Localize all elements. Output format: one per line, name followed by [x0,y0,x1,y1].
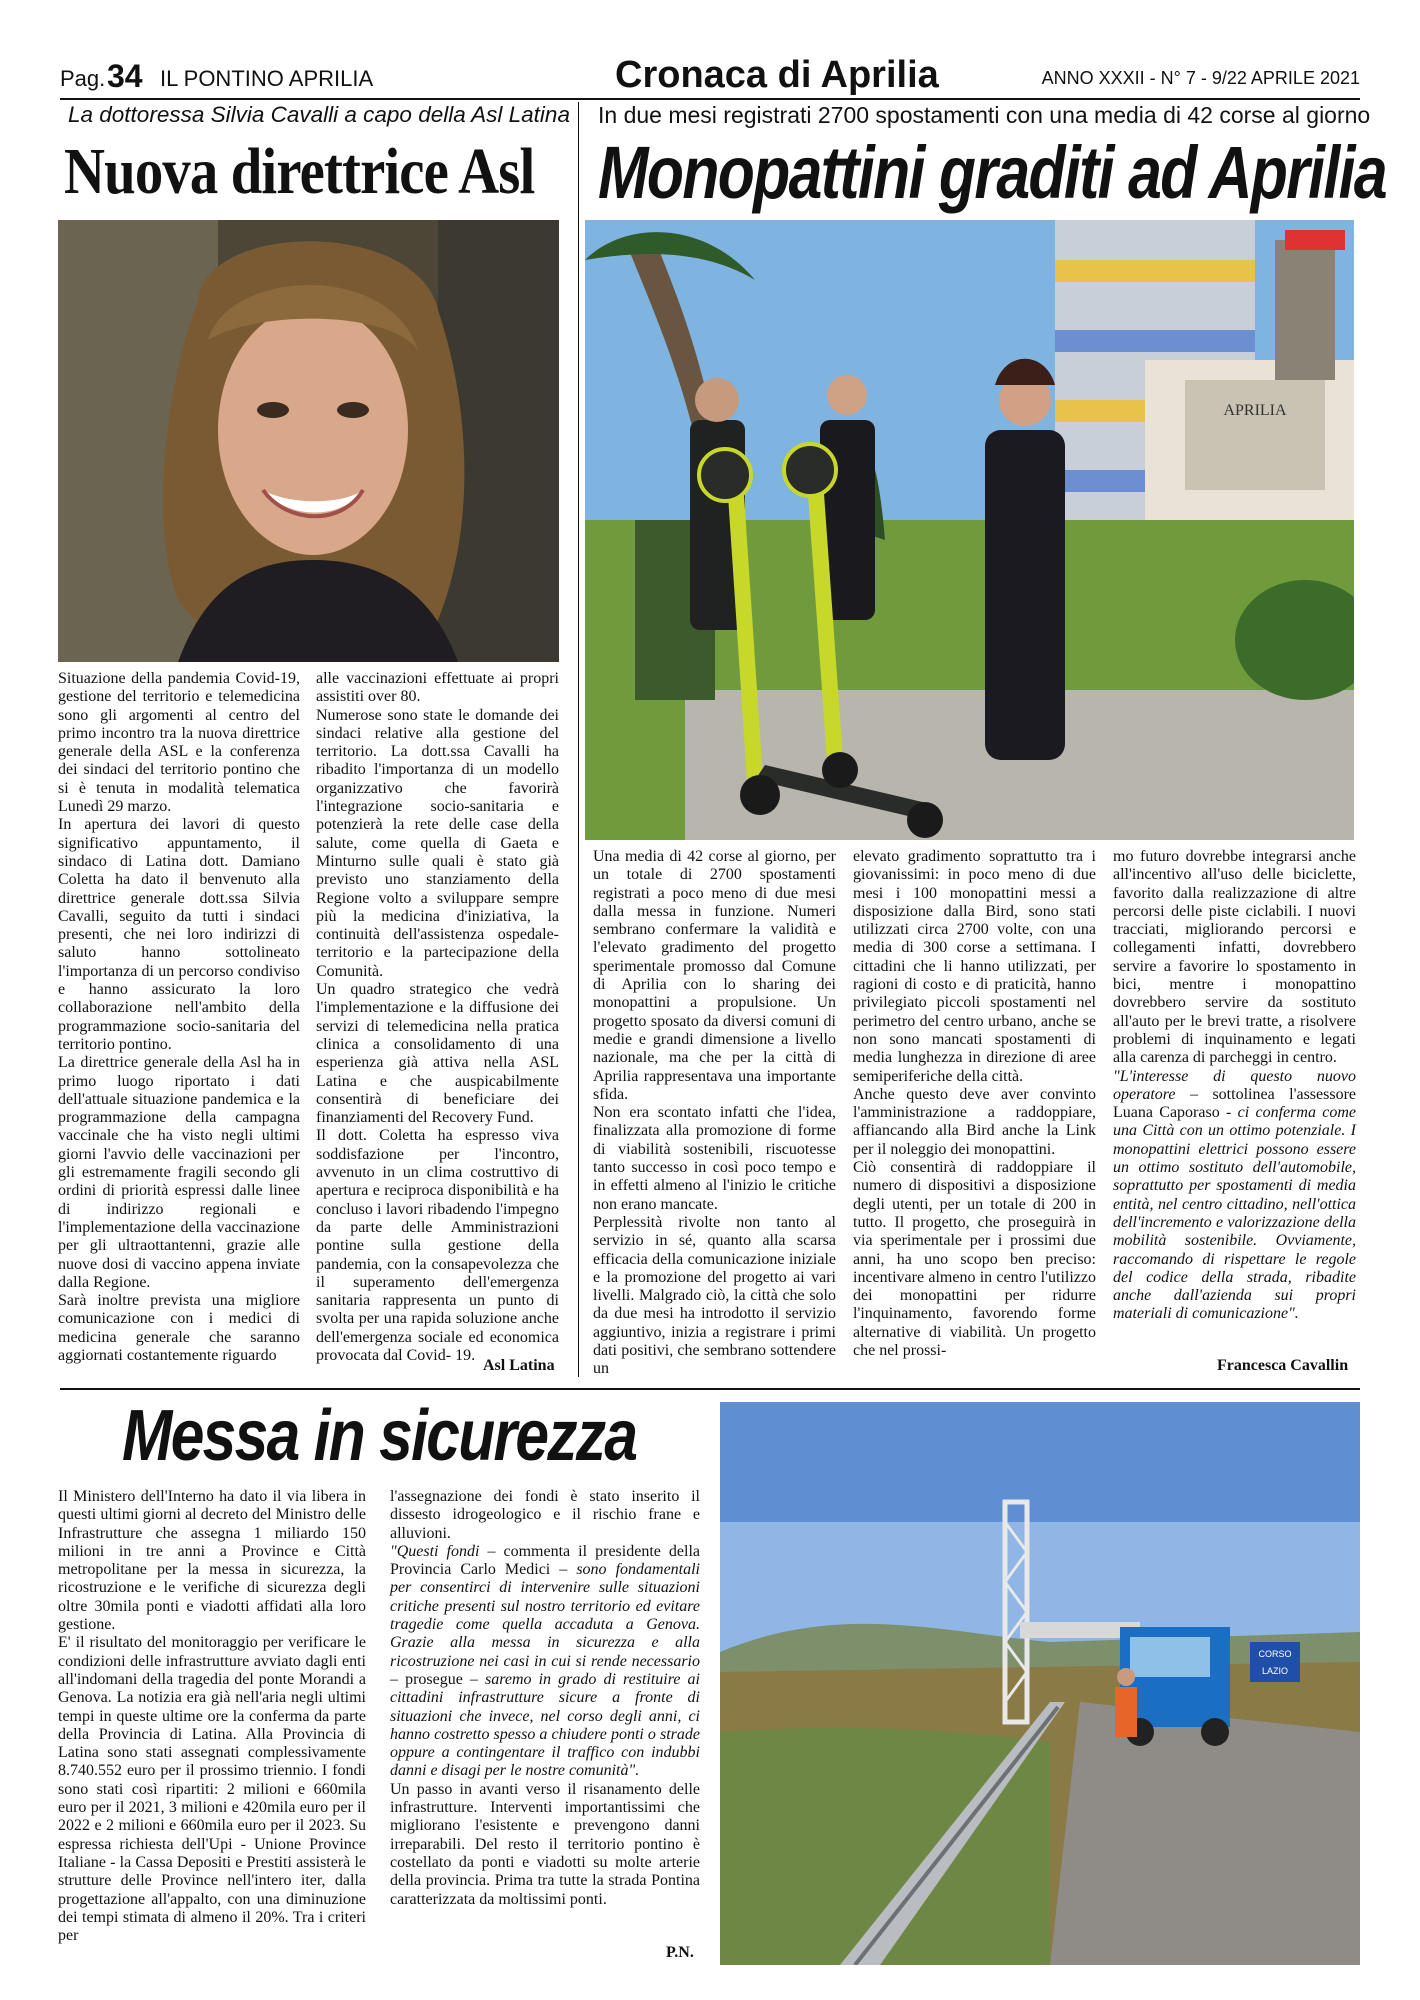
page-label: Pag. [60,66,106,91]
issue-info: ANNO XXXII - N° 7 - 9/22 APRILE 2021 [1041,68,1360,88]
right-article-col1: Una media di 42 corse al giorno, per un totale di 2700 spostamenti registrati a poco meno di due mesi dalla messa in funzione. Numeri sembrano confermare la validità e l'elevato gradimento del progetto sperimentale promosso dal Comune di Aprilia con lo sharing dei monopattini a propulsione. Un progetto sposato da diversi comuni di medie e grandi dimensione a livello nazionale, ma che per la città di Aprilia rappresentava una importante sfida. Non era scontato infatti che l'idea, finalizzata alla promozione di forme di viabilità sostenibili, riscuotesse tanto successo in così poco tempo e in effetti almeno al l'inizio le critiche non erano mancate. Perplessità rivolte non tanto al servizio in sé, quanto alla scarsa efficacia della comunicazione iniziale e la promozione del progetto ai vari livelli. Malgrado ciò, la città che solo da due mesi ha introdotto il servizio aggiuntivo, inizia a registrare i primi dati positivi, che sembrano sottendere un [593,848,836,1378]
newspaper-name: IL PONTINO APRILIA [160,66,374,91]
scooters-illustration [585,220,1354,840]
right-signature: Francesca Cavallin [1217,1357,1349,1374]
scooters-photo [585,220,1354,840]
left-signature: Asl Latina [483,1357,555,1374]
portrait-photo [58,220,559,662]
left-kicker: La dottoressa Silvia Cavalli a capo della Asl Latina [68,102,570,127]
right-col3-quote-rest: ci conferma come una Città con un ottimo potenziale. I monopattini elettrici possono essere un ottimo sostituto dell'automobile, soprattutto per spostamenti di media entità, nel centro cittadino, nell'ottica dell'incremento e valorizzazione della mobilità sostenibile. Ovviamente, raccomando di rispettare le regole del codice della strada, ribadite anche dall'azienda sui propri materiali di comunicazione". [1113,1104,1357,1323]
portrait-illustration [58,220,559,662]
right-headline: Monopattini graditi ad Aprilia [598,131,1386,214]
bottom-col2-quote-b: – commenta il presidente della Provincia Carlo Medici – [390,1542,700,1579]
right-kicker: In due mesi registrati 2700 spostamenti con una media di 42 corse al giorno [598,102,1371,128]
bottom-headline: Messa in sicurezza [122,1396,637,1476]
bottom-col2-quote-d: – prosegue – [390,1670,486,1688]
road-sign-text-2: LAZIO [1261,1666,1289,1676]
section-rule [60,1388,1360,1390]
left-article-col2: alle vaccinazioni effettuate ai propri assistiti over 80. Numerose sono state le domande dei sindaci relative alla gestione del territorio. La dott.ssa Cavalli ha ribadito l'importanza di un modello organizzativo che favorirà l'integrazione socio-sanitaria e potenzierà la rete delle case della salute, come quella di Gaeta e Minturno sulle quali è stato già previsto uno stanziamento della Regione volto a sviluppare sempre più la medicina d'iniziativa, la continuità dell'assistenza ospedale-territorio e la partecipazione della Comunità. Un quadro strategico che vedrà l'implementazione e la diffusione dei servizi di telemedicina nella pratica clinica a consolidamento di una esperienza già attiva nella ASL Latina e che auspicabilmente consentirà di beneficiare dei finanziamenti del Recovery Fund. Il dott. Coletta ha espresso viva soddisfazione per l'incontro, avvenuto in un clima costruttivo di apertura e reciproca disponibilità e ha concluso i lavori ribadendo l'impegno da parte delle Amministrazioni pontine sulla gestione della pandemia, con la consapevolezza che il superamento dell'emergenza sanitaria rappresenta un punto di svolta per una rapida soluzione anche dell'emergenza sociale ed economica provocata dal Covid- 19. [316,670,559,1364]
left-headline: Nuova direttrice Asl [64,135,535,208]
bottom-col2-quote-a: "Questi fondi [390,1542,480,1560]
monument-text: APRILIA [1223,402,1287,419]
right-article-col3 [1113,848,1356,1324]
bridge-illustration [720,1402,1360,1965]
column-divider [578,102,579,1377]
section-title: Cronaca di Aprilia [615,54,939,96]
bottom-col2-quote-e: saremo in grado di restituire ai cittadini infrastrutture sicure a fronte di situazioni che invece, nel corso degli anni, ci hanno costretto spesso a chiudere ponti o strade oppure a contingentare il traffico con indubbi danni e disagi per le nostre comunità". [390,1670,700,1780]
right-col3-text: mo futuro dovrebbe integrarsi anche all'incentivo all'uso delle biciclette, favorito dalla realizzazione di altre percorsi delle piste ciclabili. I nuovi tracciati, migliorando percorsi e collegamenti infatti, dovrebbero servire a favorire lo spostamento in bici, mentre i monopattino dovrebbero servire da sostituto all'auto per le brevi tratte, a risolvere problemi di inquinamento e legati alla carenza di parcheggi in centro. [1113,848,1356,1067]
right-col3-quote-mid: – sottolinea l'assessore Luana Caporaso - [1113,1085,1356,1122]
page-header [60,54,1360,100]
bottom-article-col2 [390,1488,700,1909]
road-sign-text-1: CORSO [1258,1649,1292,1659]
bottom-col2-text: l'assegnazione dei fondi è stato inserito il dissesto idrogeologico e il rischio frane e alluvioni. [390,1488,700,1542]
right-col3-quote-open: "L'interesse di questo nuovo operatore [1113,1067,1356,1103]
bottom-col2-quote-c: sono fondamentali per consentirci di intervenire sulle situazioni critiche presenti sul nostro territorio ed evitare tragedie come quella accaduta a Genova. Grazie alla messa in sicurezza e alla ricostruzione nei casi in cui si rende necessario [390,1561,701,1670]
bridge-photo [720,1402,1360,1965]
left-article-col1: Situazione della pandemia Covid-19, gestione del territorio e telemedicina sono gli argomenti al centro del primo incontro tra la nuova direttrice generale della ASL e la conferenza dei sindaci del territorio pontino che si è tenuta in modalità telematica Lunedì 29 marzo. In apertura dei lavori di questo significativo appuntamento, il sindaco di Latina dott. Damiano Coletta ha dato il benvenuto alla direttrice generale dott.ssa Silvia Cavalli, seguito da tutti i sindaci presenti, che nei loro indirizzi di saluto hanno sottolineato l'importanza di un percorso condiviso e hanno assicurato la loro collaborazione nell'ambito della programmazione socio-sanitaria del territorio pontino. La direttrice generale della Asl ha in primo luogo riportato i dati dell'attuale situazione pandemica e la programmazione della campagna vaccinale che ha visto negli ultimi giorni l'avvio delle vaccinazioni per gli estremamente fragili secondo gli ordini di priorità espressi dalle linee di indirizzo regionali e l'implementazione della vaccinazione per gli ultraottantenni, grazie alle nuove dosi di vaccino appena inviate dalla Regione. Sarà inoltre prevista una migliore comunicazione con i medici di medicina generale che saranno aggiornati costantemente riguardo [58,670,300,1364]
bottom-article-col1: Il Ministero dell'Interno ha dato il via libera in questi ultimi giorni al decreto del Ministro delle Infrastrutture che assegna 1 miliardo 150 milioni in tre anni a Province e Città metropolitane per la messa in sicurezza, la ricostruzione e le verifiche di sicurezza degli oltre 30mila ponti e viadotti affidati alla loro gestione. E' il risultato del monitoraggio per verificare le condizioni delle infrastrutture avviato dagli enti all'indomani della tragedia del ponte Morandi a Genova. La notizia era già nell'aria negli ultimi tempi in queste ultime ore la conferma da parte della Provincia di Latina. Alla Provincia di Latina sono stati assegnati complessivamente 8.740.552 euro per il prossimo triennio. I fondi sono stati così ripartiti: 2 milioni e 660mila euro per il 2021, 3 milioni e 420mila euro per il 2022 e 2 milioni e 660mila euro per il 2023. Su espressa richiesta dell'Upi - Unione Province Italiane - la Cassa Depositi e Prestiti assisterà le strutture delle Province nell'intero iter, dalla progettazione all'appalto, con una diminuzione dei tempi stimata di almeno il 20%. Tra i criteri per [58,1488,366,1945]
page-number: 34 [107,58,143,94]
bottom-signature: P.N. [666,1944,694,1961]
bottom-col2-tail: Un passo in avanti verso il risanamento delle infrastrutture. Interventi importantissimi che migliorano l'esistente e prevengono danni irreparabili. Del resto il territorio pontino è costellato da ponti e viadotti su molte arterie della provincia. Prima tra tutte la strada Pontina caratterizzata da moltissimi ponti. [390,1780,700,1908]
right-article-col2: elevato gradimento soprattutto tra i giovanissimi: in poco meno di due mesi i 100 monopattini messi a disposizione dalla Bird, sono stati utilizzati circa 2700 volte, con una media di 300 corse a settimana. I cittadini che li hanno utilizzati, per ragioni di costo e di praticità, hanno privilegiato piccoli spostamenti nel perimetro del centro urbano, anche se non sono mancati spostamenti di media lunghezza in direzione di aree semiperiferiche della città. Anche questo deve aver convinto l'amministrazione a raddoppiare, affiancando alla Bird anche la Link per il noleggio dei monopattini. Ciò consentirà di raddoppiare il numero di dispositivi a disposizione degli utenti, per un totale di 200 in tutto. Il progetto, che proseguirà in via sperimentale per i prossimi due anni, ha uno scopo ben preciso: incentivare almeno in centro l'utilizzo dei monopattini per ridurre l'inquinamento, favorendo forme alternative di viabilità. Un progetto che nel prossi- [853,848,1096,1360]
